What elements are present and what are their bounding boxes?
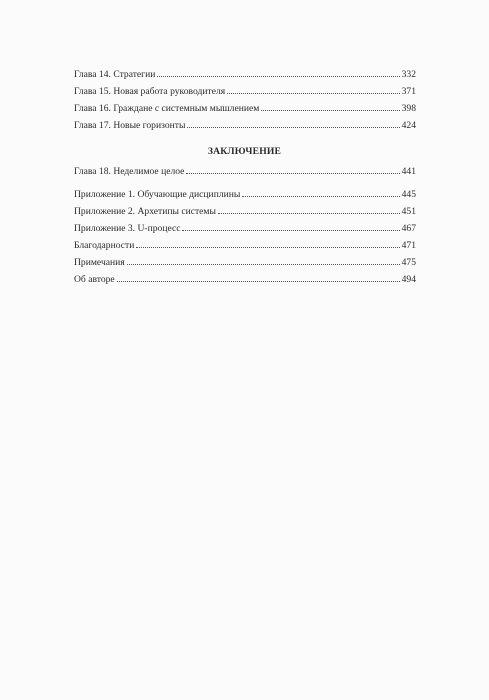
toc-part-conclusion — [74, 163, 416, 288]
dot-leader — [218, 213, 400, 214]
toc-entry-page: 398 — [401, 103, 416, 114]
dot-leader — [187, 127, 399, 128]
dot-leader — [227, 93, 399, 94]
toc-part-chapters — [74, 66, 416, 134]
toc-entry[interactable] — [74, 237, 416, 254]
toc-entry-title: Приложение 2. Архетипы системы — [74, 206, 216, 217]
toc-entry-title: Глава 16. Граждане с системным мышлением — [74, 103, 260, 114]
toc-entry-page: 441 — [401, 166, 416, 177]
toc-entry-title: Об авторе — [74, 274, 115, 285]
toc-entry[interactable] — [74, 254, 416, 271]
toc-entry[interactable] — [74, 220, 416, 237]
toc-entry-page: 445 — [401, 189, 416, 200]
toc-entry[interactable] — [74, 271, 416, 288]
toc-entry-title: Приложение 1. Обучающие дисциплины — [74, 189, 241, 200]
toc-entry-page: 494 — [401, 274, 416, 285]
dot-leader — [182, 230, 399, 231]
toc-entry[interactable] — [74, 83, 416, 100]
toc-entry-title: Примечания — [74, 257, 125, 268]
dot-leader — [136, 247, 399, 248]
toc-entry-title: Глава 17. Новые горизонты — [74, 120, 186, 131]
toc-entry-title: Благодарности — [74, 240, 135, 251]
section-heading: ЗАКЛЮЧЕНИЕ — [207, 146, 282, 157]
toc-entry-page: 451 — [401, 206, 416, 217]
toc-entry[interactable] — [74, 163, 416, 180]
toc-entry-page: 332 — [401, 69, 416, 80]
toc-entry[interactable] — [74, 117, 416, 134]
toc-entry-title: Глава 14. Стратегии — [74, 69, 156, 80]
dot-leader — [186, 173, 399, 174]
toc-entry-page: 371 — [401, 86, 416, 97]
toc-entry-title: Глава 15. Новая работа руководителя — [74, 86, 226, 97]
toc-entry[interactable] — [74, 203, 416, 220]
toc-entry[interactable] — [74, 100, 416, 117]
toc-entry-title: Глава 18. Неделимое целое — [74, 166, 185, 177]
dot-leader — [117, 281, 400, 282]
toc-entry[interactable] — [74, 186, 416, 203]
dot-leader — [261, 110, 399, 111]
toc-entry-page: 424 — [401, 120, 416, 131]
toc-entry-title: Приложение 3. U-процесс — [74, 223, 181, 234]
toc-entry-page: 475 — [401, 257, 416, 268]
dot-leader — [157, 76, 399, 77]
dot-leader — [242, 196, 399, 197]
toc-entry[interactable] — [74, 66, 416, 83]
toc-entry-page: 471 — [401, 240, 416, 251]
dot-leader — [127, 264, 400, 265]
toc-entry-page: 467 — [401, 223, 416, 234]
